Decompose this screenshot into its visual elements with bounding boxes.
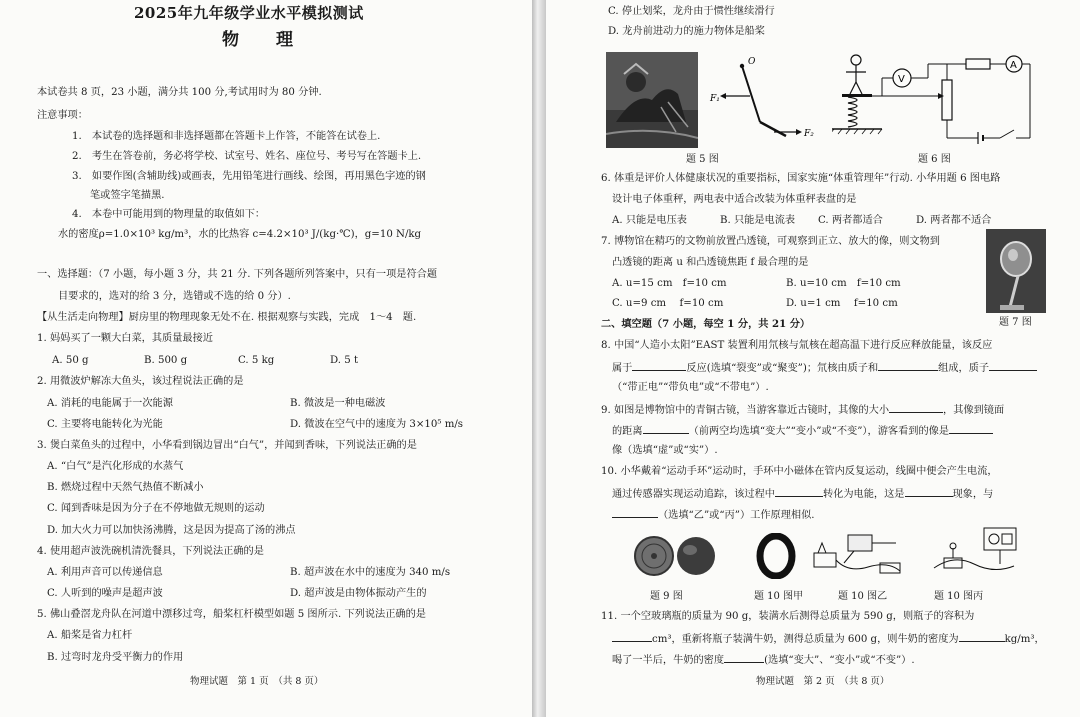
question-7-stem: 7. 博物馆在精巧的文物前放置凸透镜，可观察到正立、放大的像，则文物到 xyxy=(601,236,940,247)
question-11-line2 xyxy=(612,631,1045,646)
question-3-stem: 3. 煲白菜鱼头的过程中，小华看到锅边冒出“白气”，并闻到香味，下列说法正确的是 xyxy=(37,440,417,451)
text-fragment: 现象，与 xyxy=(952,489,994,500)
figure-10b-caption: 题 10 图乙 xyxy=(838,591,888,602)
bronze-mirror-photo xyxy=(634,533,718,579)
question-11-line1: 11. 一个空玻璃瓶的质量为 90 g，装满水后测得总质量为 590 g，则瓶子的容积为 xyxy=(601,611,975,622)
text-fragment: （前两空均选填“变大”“变小”或“不变”），游客看到的像是 xyxy=(688,426,950,437)
context-statement: 【从生活走向物理】厨房里的物理现象无处不在. 根据观察与实践，完成 1～4 题. xyxy=(37,312,417,323)
option: C. 主要将电能转化为光能 xyxy=(47,419,163,430)
magnifier-lens-photo xyxy=(986,229,1046,313)
option: A. “白气”是汽化形成的水蒸气 xyxy=(47,461,184,472)
question-6-stem: 6. 体重是评价人体健康状况的重要指标，国家实施“体重管理年”行动. 小华用题 6 图电路 xyxy=(601,173,1001,184)
exam-page-2 xyxy=(546,0,1080,717)
text-fragment: 转化为电能，这是 xyxy=(823,489,905,500)
figure-7-caption: 题 7 图 xyxy=(999,317,1032,328)
text-fragment: （选填“乙”或“丙”）工作原理相似. xyxy=(658,510,815,521)
option: D. 两者都不适合 xyxy=(916,215,992,226)
motor-diagram xyxy=(924,524,1028,580)
option: A. 只能是电压表 xyxy=(612,215,687,226)
figure-10a-caption: 题 10 图甲 xyxy=(754,591,804,602)
option: D. 5 t xyxy=(330,355,359,366)
notice-title: 注意事项： xyxy=(37,110,88,121)
question-4-stem: 4. 使用超声波洗碗机清洗餐具，下列说法正确的是 xyxy=(37,546,264,557)
text-fragment: 的距离 xyxy=(612,426,643,437)
constants-line: 水的密度ρ=1.0×10³ kg/m³，水的比热容 c=4.2×10³ J/(kg·℃)，g=10 N/kg xyxy=(58,229,422,240)
answer-blank[interactable] xyxy=(959,631,1005,642)
oar-lever-diagram xyxy=(708,52,828,148)
question-8-stem: 8. 中国“人造小太阳”EAST 装置利用氘核与氚核在超高温下进行反应释放能量，该反应 xyxy=(601,340,993,351)
answer-blank[interactable] xyxy=(632,360,686,371)
text-fragment: 反应(选填“裂变”或“聚变”)；氘核由质子和 xyxy=(686,363,879,374)
question-2-stem: 2. 用微波炉解冻大鱼头，该过程说法正确的是 xyxy=(37,376,244,387)
option: C. 人听到的噪声是超声波 xyxy=(47,588,163,599)
option: B. u=10 cm f=10 cm xyxy=(786,278,901,289)
text-fragment: (选填“变大”、“变小”或“不变”）. xyxy=(764,655,915,666)
answer-blank[interactable] xyxy=(989,360,1037,371)
option: D. 超声波是由物体振动产生的 xyxy=(290,588,427,599)
dragon-boat-photo xyxy=(606,52,698,148)
option: B. 微波是一种电磁波 xyxy=(290,398,386,409)
page-gutter xyxy=(532,0,546,717)
label-o: O xyxy=(748,57,756,67)
notice-item: 1. 本试卷的选择题和非选择题都在答题卡上作答，不能答在试卷上. xyxy=(72,131,381,142)
option: A. 利用声音可以传递信息 xyxy=(47,567,163,578)
option: B. 过弯时龙舟受平衡力的作用 xyxy=(47,652,184,663)
answer-blank[interactable] xyxy=(775,486,823,497)
scale-circuit-diagram xyxy=(832,50,1034,146)
section-heading-cont: 目要求的，选对的给 3 分，选错或不选的给 0 分）. xyxy=(58,291,291,302)
text-fragment: kg/m³， xyxy=(1004,634,1045,645)
text-fragment: 通过传感器实现运动追踪，该过程中 xyxy=(612,489,775,500)
notice-item: 4. 本卷中可能用到的物理量的取值如下： xyxy=(72,209,266,220)
section-heading: 一、选择题：（7 小题，每小题 3 分，共 21 分. 下列各题所列答案中，只有一项是符合题 xyxy=(37,269,438,280)
option: D. 龙舟前进动力的施力物体是船桨 xyxy=(608,26,765,37)
option: C. 5 kg xyxy=(238,355,275,366)
answer-blank[interactable] xyxy=(643,423,689,434)
label-f1: F₁ xyxy=(710,94,720,104)
subject-title: 物 理 xyxy=(222,30,303,50)
exam-intro: 本试卷共 8 页，23 小题，满分共 100 分,考试用时为 80 分钟. xyxy=(37,87,322,98)
option: A. u=15 cm f=10 cm xyxy=(612,278,727,289)
exam-page-1 xyxy=(0,0,532,717)
answer-blank[interactable] xyxy=(612,631,652,642)
voltmeter-label: V xyxy=(898,74,905,85)
option: C. 两者都适合 xyxy=(818,215,883,226)
option: B. 超声波在水中的速度为 340 m/s xyxy=(290,567,451,578)
figure-9-caption: 题 9 图 xyxy=(650,591,683,602)
figure-5-caption: 题 5 图 xyxy=(686,154,719,165)
question-8-line2 xyxy=(612,360,1037,375)
text-fragment: 9. 如图是博物馆中的青铜古镜，当游客靠近古镜时，其像的大小 xyxy=(601,405,890,416)
question-10-line2 xyxy=(612,486,993,501)
figure-10c-caption: 题 10 图丙 xyxy=(934,591,984,602)
option: C. u=9 cm f=10 cm xyxy=(612,298,724,309)
question-6-stem-cont: 设计电子体重秤，两电表中适合改装为体重秤表盘的是 xyxy=(612,194,857,205)
answer-blank[interactable] xyxy=(612,507,658,518)
option: A. 消耗的电能属于一次能源 xyxy=(47,398,173,409)
option: A. 船桨是省力杠杆 xyxy=(47,630,133,641)
question-10-line1: 10. 小华戴着“运动手环”运动时，手环中小磁体在管内反复运动，线圈中便会产生电流， xyxy=(601,466,998,477)
question-11-line3 xyxy=(612,652,915,667)
text-fragment: ，其像到镜面 xyxy=(943,405,1005,416)
question-10-line3 xyxy=(612,507,815,522)
question-7-stem-cont: 凸透镜的距离 u 和凸透镜焦距 f 最合理的是 xyxy=(612,257,809,268)
question-9-line3: 像（选填“虚”或“实”）. xyxy=(612,445,718,456)
text-fragment: 属于 xyxy=(612,363,633,374)
ammeter-label: A xyxy=(1010,60,1017,71)
answer-blank[interactable] xyxy=(889,402,943,413)
section-heading: 二、填空题（7 小题，每空 1 分，共 21 分） xyxy=(601,318,811,330)
option: C. 停止划桨，龙舟由于惯性继续滑行 xyxy=(608,6,775,17)
fitness-band-photo xyxy=(756,533,796,579)
answer-blank[interactable] xyxy=(905,486,953,497)
question-9-line2 xyxy=(612,423,993,438)
option: A. 50 g xyxy=(52,355,89,366)
question-5-stem: 5. 佛山叠滘龙舟队在河道中漂移过弯，船桨杠杆模型如题 5 图所示. 下列说法正确的是 xyxy=(37,609,426,620)
text-fragment: 组成，质子 xyxy=(938,363,990,374)
answer-blank[interactable] xyxy=(949,423,993,434)
label-f2: F₂ xyxy=(804,129,814,139)
option: B. 500 g xyxy=(144,355,188,366)
text-fragment: cm³，重新将瓶子装满牛奶，测得总质量为 600 g，则牛奶的密度为 xyxy=(652,634,959,645)
page-footer: 物理试题 第 2 页 （共 8 页） xyxy=(756,676,890,687)
answer-blank[interactable] xyxy=(878,360,938,371)
notice-item: 笔或签字笔描黑. xyxy=(90,190,165,201)
notice-item: 2. 考生在答卷前，务必将学校、试室号、姓名、座位号、考号写在答题卡上. xyxy=(72,151,422,162)
generator-diagram xyxy=(808,527,908,579)
notice-item: 3. 如要作图(含辅助线)或画表，先用铅笔进行画线、绘图，再用黑色字迹的钢 xyxy=(72,171,426,182)
question-8-line3: （“带正电”“带负电”或“不带电”）. xyxy=(612,382,769,393)
answer-blank[interactable] xyxy=(724,652,764,663)
question-1-stem: 1. 妈妈买了一颗大白菜，其质量最接近 xyxy=(37,333,213,344)
question-9-line1 xyxy=(601,402,1004,417)
exam-title: 2025年九年级学业水平模拟测试 xyxy=(134,4,364,22)
option: D. u=1 cm f=10 cm xyxy=(786,298,898,309)
option: D. 微波在空气中的速度为 3×10⁵ m/s xyxy=(290,419,464,430)
option: C. 闻到香味是因为分子在不停地做无规则的运动 xyxy=(47,503,265,514)
text-fragment: 喝了一半后，牛奶的密度 xyxy=(612,655,725,666)
figure-6-caption: 题 6 图 xyxy=(918,154,951,165)
option: B. 燃烧过程中天然气热值不断减小 xyxy=(47,482,204,493)
page-footer: 物理试题 第 1 页 （共 8 页） xyxy=(190,676,324,687)
option: D. 加大火力可以加快汤沸腾，这是因为提高了汤的沸点 xyxy=(47,525,296,536)
option: B. 只能是电流表 xyxy=(720,215,796,226)
